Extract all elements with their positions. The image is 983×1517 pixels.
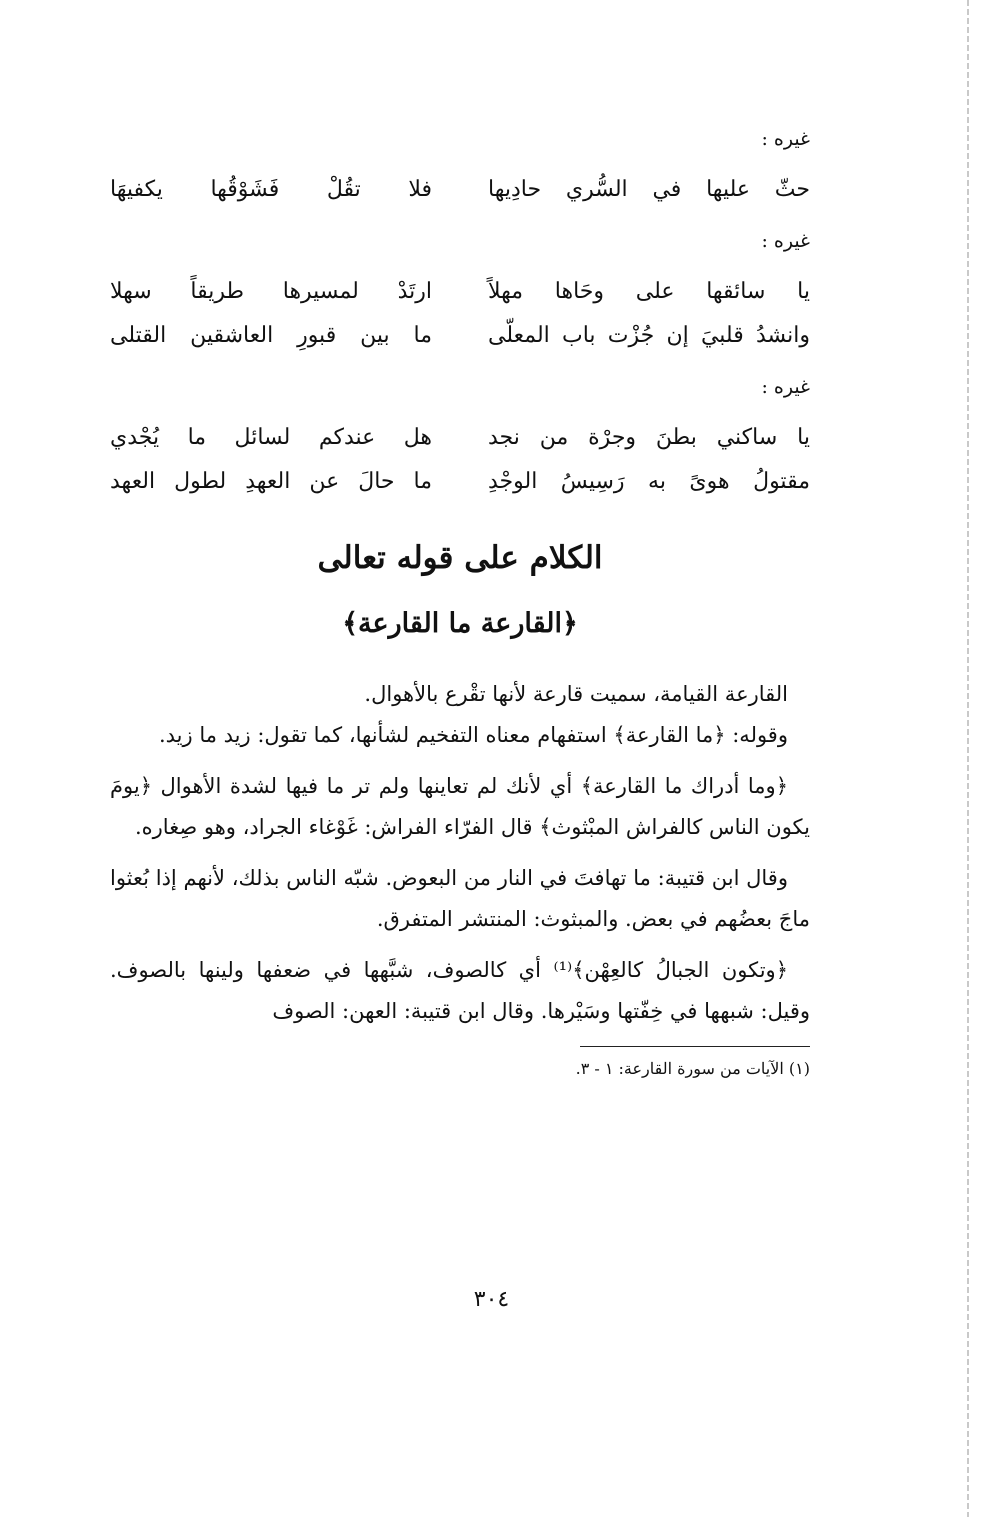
verse-couplet: [110, 168, 810, 212]
section-subtitle: ﴿القارعة ما القارعة﴾: [342, 608, 578, 639]
body-paragraph: ﴿وما أدراك ما القارعة﴾ أي لأنك لم تعاينها ولم تر ما فيها لشدة الأهوال ﴿يومَ يكون الناس كالفراش المبْثوث﴾ قال الفرّاء الفراش: غَوْغاء الجراد، وهو صِغاره.: [110, 774, 810, 839]
verse-couplet: [110, 416, 810, 460]
body-paragraph: ﴿وتكون الجبالُ كالعِهْن﴾⁽¹⁾ أي كالصوف، شبَّهها في ضعفها ولينها بالصوف. وقيل: شبهها في خِفّتها وسَيْرها. وقال ابن قتيبة: العهن: الصوف: [110, 958, 810, 1023]
verse-first-hemistich: يا ساكني بطنَ وجرْة من نجد: [488, 425, 810, 450]
section-title: الكلام على قوله تعالى: [317, 540, 603, 576]
body-paragraph: وقوله: ﴿ما القارعة﴾ استفهام معناه التفخيم لشأنها، كما تقول: زيد ما زيد.: [158, 723, 788, 747]
footnote: (١) الآيات من سورة القارعة: ١ - ٣.: [575, 1059, 810, 1078]
verse-second-hemistich: فلا تقُلْ فَشَوْقُها يكفيهَا: [110, 177, 432, 202]
page-number: ٣٠٤: [473, 1287, 510, 1312]
verse-second-hemistich: هل عندكم لسائل ما يُجْدي: [110, 425, 432, 450]
verse-first-hemistich: وانشدُ قلبيَ إن جُزْت باب المعلّى: [488, 323, 810, 348]
verse-second-hemistich: ما حالَ عن العهدِ لطول العهد: [110, 469, 432, 494]
verse-first-hemistich: حثّ عليها في السُّري حادِيها: [488, 177, 810, 202]
verse-couplet: [110, 270, 810, 314]
verse-second-hemistich: ما بين قبورِ العاشقين القتلى: [110, 323, 432, 348]
verse-label: غيره :: [761, 230, 810, 252]
verse-couplet: [110, 314, 810, 358]
body-paragraph: القارعة القيامة، سميت قارعة لأنها تقْرع بالأهوال.: [364, 682, 788, 706]
page-body: [110, 118, 810, 1078]
verse-second-hemistich: ارتَدْ لمسيرها طريقاً سهلا: [110, 279, 432, 304]
verse-first-hemistich: مقتولُ هوىً به رَسِيسُ الوجْدِ: [488, 469, 810, 494]
body-paragraph: وقال ابن قتيبة: ما تهافتَ في النار من البعوض. شبّه الناس بذلك، لأنهم إذا بُعثوا ماجَ بعضُهم في بعض. والمبثوث: المنتشر المتفرق.: [110, 866, 810, 931]
verse-label: غيره :: [761, 128, 810, 150]
verse-couplet: [110, 460, 810, 504]
verse-first-hemistich: يا سائقها على وحَاها مهلاً: [488, 279, 810, 304]
footnote-separator: [580, 1046, 810, 1047]
verse-label: غيره :: [761, 376, 810, 398]
